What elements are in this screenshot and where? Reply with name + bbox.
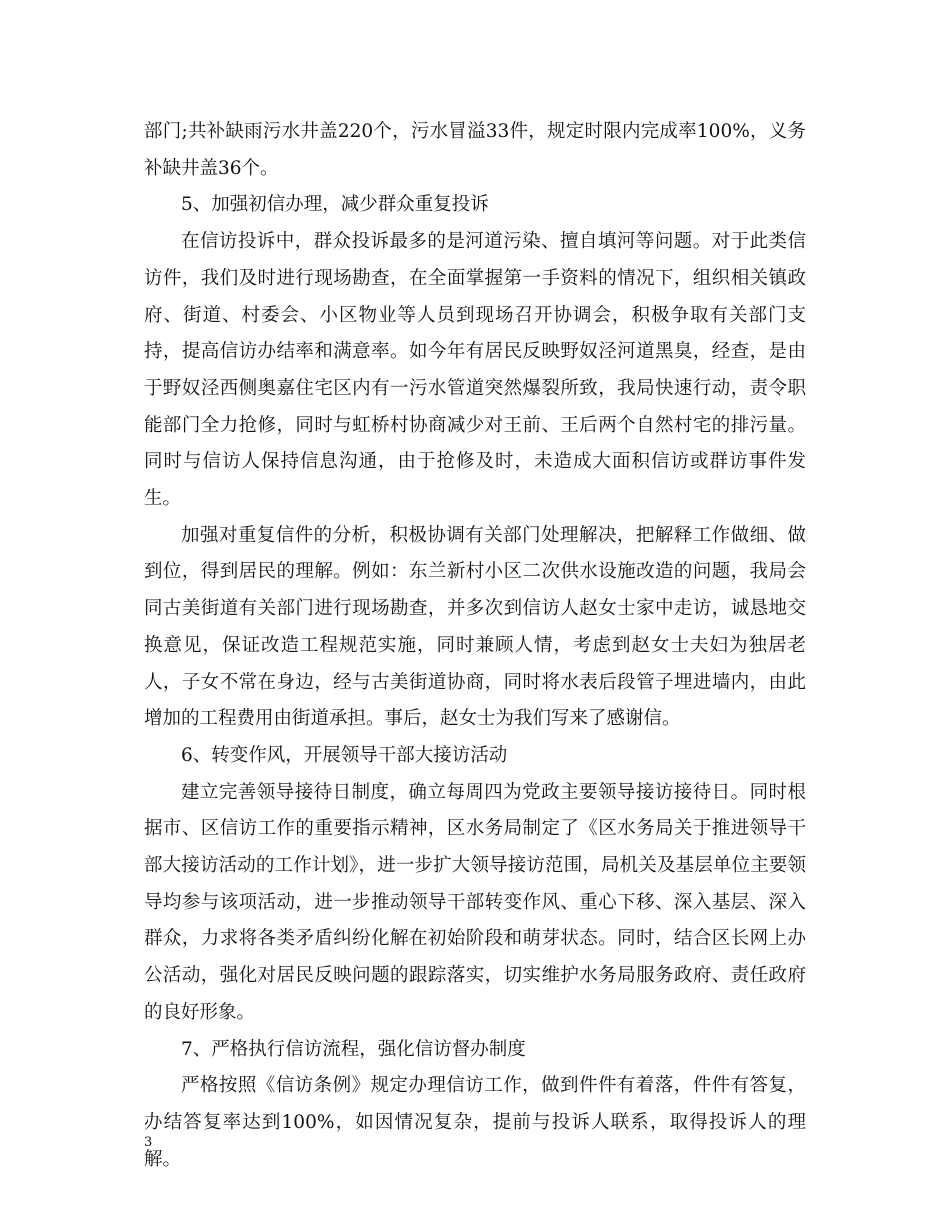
- page-number: 3: [144, 1135, 153, 1150]
- paragraph-leadership-visits: 建立完善领导接待日制度，确立每周四为党政主要领导接访接待日。同时根据市、区信访工作的重要指示精神，区水务局制定了《区水务局关于推进领导干部大接访活动的工作计划》，进一步扩大领导接访范围，局机关及基层单位主要领导均参与该项活动，进一步推动领导干部转变作风、重心下移、深入基层、深入群众，力求将各类矛盾纠纷化解在初始阶段和萌芽状态。同时，结合区长网上办公活动，强化对居民反映问题的跟踪落实，切实维护水务局服务政府、责任政府的良好形象。: [144, 781, 806, 1023]
- paragraph-petition-process: 严格按照《信访条例》规定办理信访工作，做到件件有着落，件件有答复，办结答复率达到100%，如因情况复杂，提前与投诉人联系，取得投诉人的理解。: [144, 1075, 806, 1170]
- section-heading-6: 6、转变作风，开展领导干部大接访活动: [181, 744, 508, 766]
- paragraph-continuation: 部门;共补缺雨污水井盖220个，污水冒溢33件，规定时限内完成率100%，义务补缺井盖36个。: [144, 121, 806, 179]
- paragraph-initial-handling: 在信访投诉中，群众投诉最多的是河道污染、擅自填河等问题。对于此类信访件，我们及时进行现场勘查，在全面掌握第一手资料的情况下，组织相关镇政府、街道、村委会、小区物业等人员到现场召开协调会，积极争取有关部门支持，提高信访办结率和满意率。如今年有居民反映野奴泾河道黑臭，经查，是由于野奴泾西侧奥嘉住宅区内有一污水管道突然爆裂所致，我局快速行动，责令职能部门全力抢修，同时与虹桥村协商减少对王前、王后两个自然村宅的排污量。同时与信访人保持信息沟通，由于抢修及时，未造成大面积信访或群访事件发生。: [144, 231, 806, 510]
- section-heading-5: 5、加强初信办理，减少群众重复投诉: [181, 194, 489, 216]
- section-heading-7: 7、严格执行信访流程，强化信访督办制度: [181, 1038, 526, 1060]
- paragraph-repeat-letters: 加强对重复信件的分析，积极协调有关部门处理解决，把解释工作做细、做到位，得到居民的理解。例如：东兰新村小区二次供水设施改造的问题，我局会同古美街道有关部门进行现场勘查，并多次到信访人赵女士家中走访，诚恳地交换意见，保证改造工程规范实施，同时兼顾人情，考虑到赵女士夫妇为独居老人，子女不常在身边，经与古美街道协商，同时将水表后段管子埋进墙内，由此增加的工程费用由街道承担。事后，赵女士为我们写来了感谢信。: [144, 524, 806, 730]
- document-body: [144, 114, 806, 1178]
